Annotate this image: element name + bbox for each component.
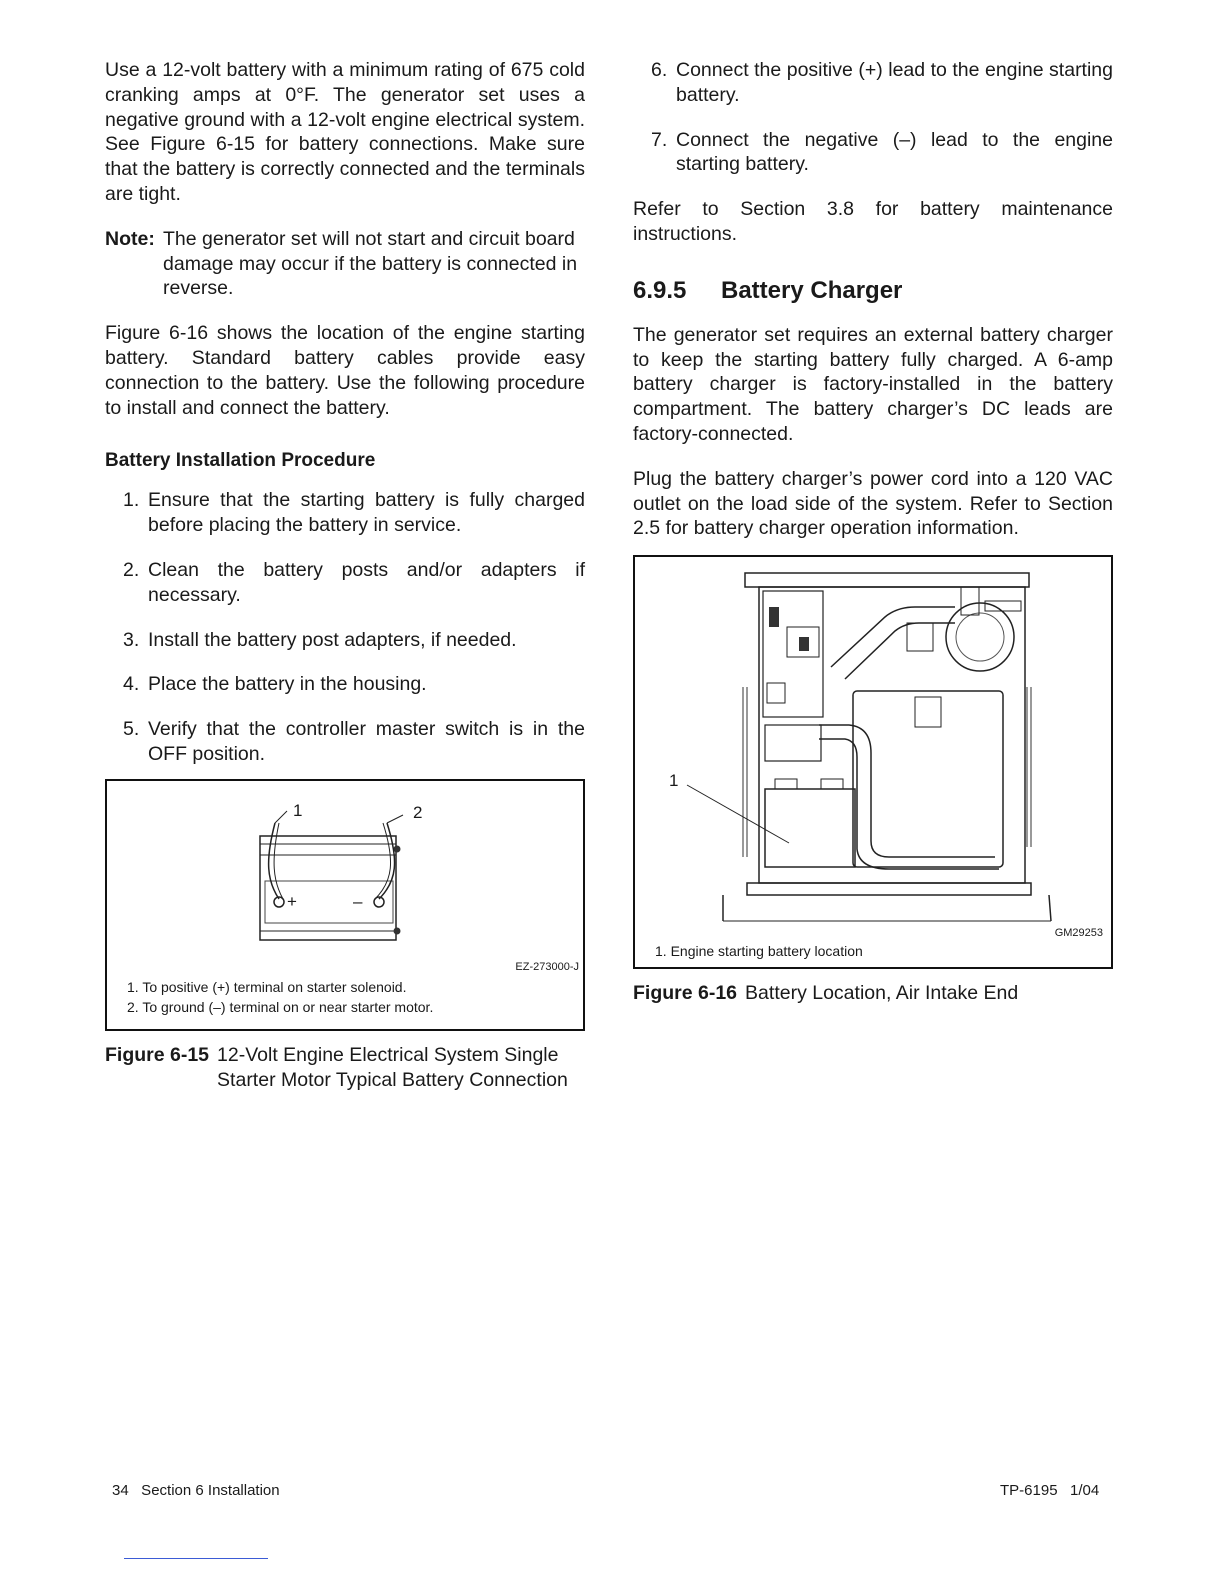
section-title: Battery Charger: [721, 276, 903, 304]
step-item: [105, 558, 585, 608]
step-number: 3.: [123, 628, 140, 651]
intake-duct: [831, 607, 955, 667]
footer-left: 34 Section 6 Installation: [112, 1482, 280, 1499]
section-heading: [633, 277, 1113, 305]
step-item: [105, 672, 585, 697]
enclosure-roof: [745, 573, 1029, 587]
right-column: [633, 58, 1113, 1006]
battery-outline: [260, 836, 396, 940]
controller-connector: [769, 607, 779, 627]
plug-paragraph: Plug the battery charger’s power cord into a 120 VAC outlet on the load side of the system. Refer to Section 2.5 for battery charger operation information.: [633, 467, 1113, 540]
caption-text: Battery Location, Air Intake End: [745, 982, 1019, 1005]
step-item: [105, 717, 585, 767]
step-text: Install the battery post adapters, if needed.: [148, 628, 517, 651]
step-item: [105, 628, 585, 653]
step-text: Clean the battery posts and/or adapters if necessary.: [148, 558, 585, 606]
enclosure-base: [747, 883, 1031, 895]
fuse-block: [767, 683, 785, 703]
generator-air-intake-diagram: [635, 557, 1111, 967]
note-label: Note:: [105, 227, 155, 250]
figure-6-15-caption: [105, 1043, 585, 1093]
legend-item: 2. To ground (–) terminal on or near starter motor.: [127, 998, 434, 1015]
callout-1: 1: [293, 800, 303, 820]
intro-paragraph: Use a 12-volt battery with a minimum rating of 675 cold cranking amps at 0°F. The generator set uses a negative ground with a 12-volt engine electrical system. See Figure 6-15 for battery connections. Make sure that the battery is correctly connected and the terminals are tight.: [105, 59, 585, 205]
engine-box: [915, 697, 941, 727]
caption-label: Figure 6-16: [633, 982, 738, 1005]
step-number: 1.: [123, 489, 140, 512]
footer-right: TP-6195 1/04: [1000, 1482, 1100, 1499]
step-item: [633, 128, 1113, 178]
step-number: 5.: [123, 718, 140, 741]
legend-item: 1. To positive (+) terminal on starter solenoid.: [127, 978, 407, 995]
caption-text: 12-Volt Engine Electrical System Single Starter Motor Typical Battery Connection: [217, 1043, 568, 1091]
enclosure-body: [759, 587, 1025, 883]
leader-line-1: [687, 785, 789, 843]
figure-reference: GM29253: [1054, 927, 1103, 940]
figure-6-15-box: [105, 779, 585, 1031]
procedure-heading: Battery Installation Procedure: [105, 450, 376, 472]
cable-lug: [394, 927, 401, 934]
figure-6-16-caption: [633, 981, 1113, 1006]
step-text: Connect the negative (–) lead to the engine starting battery.: [676, 128, 1113, 176]
figure-legend: 1. Engine starting battery location: [655, 943, 863, 960]
positive-cable: [274, 823, 283, 899]
step-number: 6.: [651, 59, 668, 81]
coolant-pipe: [819, 739, 999, 869]
mount-plate: [961, 587, 979, 615]
procedure-steps: [105, 488, 585, 766]
step-text: Ensure that the starting battery is fully charged before placing the battery in service.: [148, 489, 585, 537]
leader-line-1: [275, 811, 287, 823]
mount-bar: [985, 601, 1021, 611]
battery-terminal: [775, 779, 797, 789]
step-item: [633, 58, 1113, 108]
step-number: 4.: [123, 673, 140, 696]
section-number: 6.9.5: [633, 276, 687, 304]
cable-lug: [394, 845, 401, 852]
callout-2: 2: [413, 802, 423, 822]
callout-1: 1: [669, 771, 679, 791]
battery-charger: [765, 725, 821, 761]
leader-line-2: [387, 815, 403, 823]
step-item: [105, 488, 585, 538]
step-text: Place the battery in the housing.: [148, 673, 427, 696]
bracket: [907, 623, 933, 651]
figure-legend: [127, 977, 433, 1017]
step-number: 7.: [651, 128, 668, 151]
note-text: The generator set will not start and circuit board damage may occur if the battery is connected in reverse.: [163, 227, 578, 300]
battery-terminal: [821, 779, 843, 789]
procedure-steps-continued: [633, 58, 1113, 177]
refer-paragraph: Refer to Section 3.8 for battery maintenance instructions.: [633, 198, 1113, 245]
engine-block: [853, 691, 1003, 867]
figure-reference: EZ-273000-J: [515, 960, 579, 973]
caption-label: Figure 6-15: [105, 1043, 210, 1066]
figure-6-16-box: [633, 555, 1113, 969]
engine-starting-battery: [765, 789, 855, 867]
base-foot: [1049, 895, 1051, 921]
left-column: [105, 58, 585, 1092]
plus-sign: +: [287, 891, 297, 911]
right-louvers: [1027, 687, 1031, 847]
coolant-pipe: [819, 725, 995, 857]
step-text: Verify that the controller master switch is in the OFF position.: [148, 718, 585, 765]
step-number: 2.: [123, 558, 140, 581]
breaker-switch: [799, 637, 809, 651]
note-block: [105, 227, 585, 301]
left-louvers: [743, 687, 747, 857]
intake-duct: [845, 623, 955, 679]
air-cleaner-inner: [956, 613, 1004, 661]
charger-paragraph: The generator set requires an external battery charger to keep the starting battery fully charged. A 6-amp battery charger is factory-installed in the battery compartment. The battery charger’s DC leads are factory-connected.: [633, 323, 1113, 445]
step-text: Connect the positive (+) lead to the engine starting battery.: [676, 59, 1113, 106]
minus-sign: –: [353, 891, 363, 911]
location-paragraph: Figure 6-16 shows the location of the engine starting battery. Standard battery cables provide easy connection to the battery. Use the following procedure to install and connect the battery.: [105, 322, 585, 419]
footer-rule: [124, 1558, 268, 1559]
